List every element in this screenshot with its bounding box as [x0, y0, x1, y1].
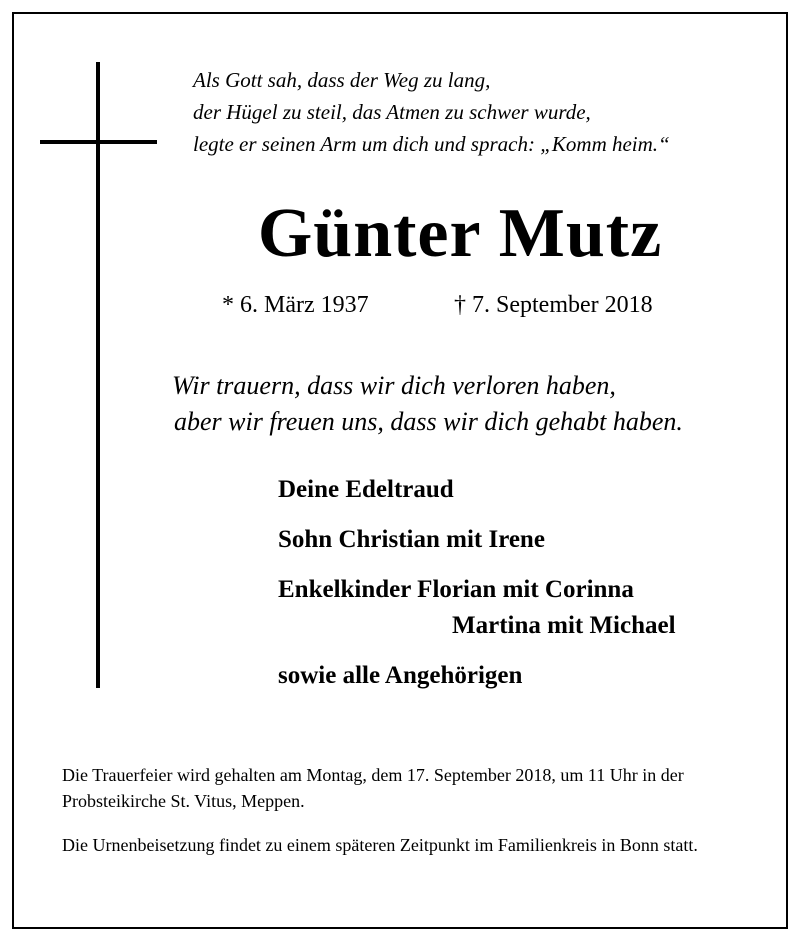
verse: [193, 64, 670, 160]
cross-icon-bar: [40, 140, 157, 144]
cross-icon: [96, 62, 100, 688]
mourners-list: [278, 472, 676, 694]
mourning-quote: [172, 368, 683, 440]
death-date: † 7. September 2018: [454, 292, 653, 318]
birth-date: * 6. März 1937: [222, 292, 369, 318]
urn-burial-info: Die Urnenbeisetzung findet zu einem späteren Zeitpunkt im Familienkreis in Bonn statt.: [62, 835, 698, 855]
mourner-line: Enkelkinder Florian mit Corinna: [278, 576, 634, 603]
verse-line: der Hügel zu steil, das Atmen zu schwer wurde,: [193, 100, 591, 124]
quote-line: Wir trauern, dass wir dich verloren haben,: [172, 371, 616, 400]
funeral-info: Die Trauerfeier wird gehalten am Montag, dem 17. September 2018, um 11 Uhr in der Probsteikirche St. Vitus, Meppen.: [62, 765, 684, 811]
mourner-line: Sohn Christian mit Irene: [278, 526, 545, 553]
mourner-line: sowie alle Angehörigen: [278, 662, 523, 689]
verse-line: Als Gott sah, dass der Weg zu lang,: [193, 68, 491, 92]
deceased-name: Günter Mutz: [257, 195, 663, 272]
mourner-line: Deine Edeltraud: [278, 476, 454, 503]
mourner-line: Martina mit Michael: [452, 612, 676, 639]
quote-line: aber wir freuen uns, dass wir dich gehabt haben.: [174, 407, 683, 436]
verse-line: legte er seinen Arm um dich und sprach: „Komm heim.“: [193, 132, 670, 156]
